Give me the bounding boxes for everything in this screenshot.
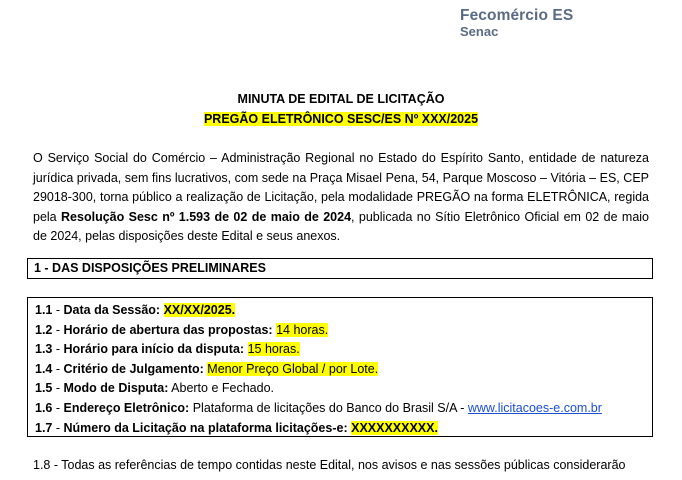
logo-line2: Senac [460,23,499,39]
item-num: 1.6 [35,400,53,415]
sesc-logo [460,8,573,38]
logo-line1: Fecomércio ES [460,7,574,24]
item-value: 15 horas. [247,342,300,357]
intro-paragraph [33,149,649,247]
item-label: Modo de Disputa: [63,381,169,396]
preliminary-items-box [27,297,653,437]
item-num: 1.4 [35,361,53,376]
item-1-7: 1.7 - Número da Licitação na plataforma licitações-e: XXXXXXXXXX. [35,420,438,435]
intro-bold: Resolução Sesc nº 1.593 de 02 de maio de 2024 [61,209,352,224]
item-1-3: 1.3 - Horário para início da disputa: 15 horas. [35,342,300,357]
item-label: Critério de Julgamento: [63,361,204,376]
item-value: Plataforma de licitações do Banco do Brasil S/A - [192,400,468,415]
item-value: XX/XX/2025. [163,303,236,317]
licitacoes-link[interactable]: www.licitacoes-e.com.br [467,400,602,415]
item-value: XXXXXXXXXX. [351,420,438,435]
document-title: MINUTA DE EDITAL DE LICITAÇÃO [237,92,445,106]
document-subtitle [0,112,682,126]
section-1-heading: 1 - DAS DISPOSIÇÕES PRELIMINARES [27,258,653,279]
item-1-1: 1.1 - Data da Sessão: XX/XX/2025. [35,303,236,317]
item-num: 1.2 [35,322,53,337]
intro-part1: O Serviço Social do Comércio – Administração Regional no Estado do Espírito Santo, entidade de natureza jurídica privada, sem fins lucrativos, com sede na Praça Misael Pena, 54, Parque Moscoso – Vitória – ES, CEP 29018-300, torna público a realização de Licitação, pela modalidade PREGÃO na forma ELETRÔNICA, regida pela [33,151,649,224]
item-1-4: 1.4 - Critério de Julgamento: Menor Preço Global / por Lote. [35,361,379,376]
intro-part2: , publicada no Sítio Eletrônico Oficial em 02 de maio de 2024, pelas disposições deste Edital e seus anexos. [33,209,650,244]
item-value: Aberto e Fechado. [171,381,275,396]
item-label: Horário de abertura das propostas: [63,322,273,337]
item-label: Data da Sessão: [63,303,161,317]
item-num: 1.1 [35,303,53,317]
item-1-5: 1.5 - Modo de Disputa: Aberto e Fechado. [35,381,275,396]
paragraph-1-8: 1.8 - Todas as referências de tempo contidas neste Edital, nos avisos e nas sessões públicas considerarão [33,458,626,472]
item-label: Número da Licitação na plataforma licitações-e: [63,420,348,435]
item-num: 1.7 [35,420,53,435]
item-num: 1.5 [35,381,53,396]
item-num: 1.3 [35,342,53,357]
item-label: Endereço Eletrônico: [63,400,190,415]
item-1-6: 1.6 - Endereço Eletrônico: Plataforma de licitações do Banco do Brasil S/A - www.licitacoes-e.com.br [35,400,602,415]
subtitle-text: PREGÃO ELETRÔNICO SESC/ES Nº XXX/2025 [203,112,479,126]
item-label: Horário para início da disputa: [63,342,245,357]
item-1-2: 1.2 - Horário de abertura das propostas: 14 horas. [35,322,329,337]
item-value: 14 horas. [276,322,329,337]
item-value: Menor Preço Global / por Lote. [207,361,379,376]
